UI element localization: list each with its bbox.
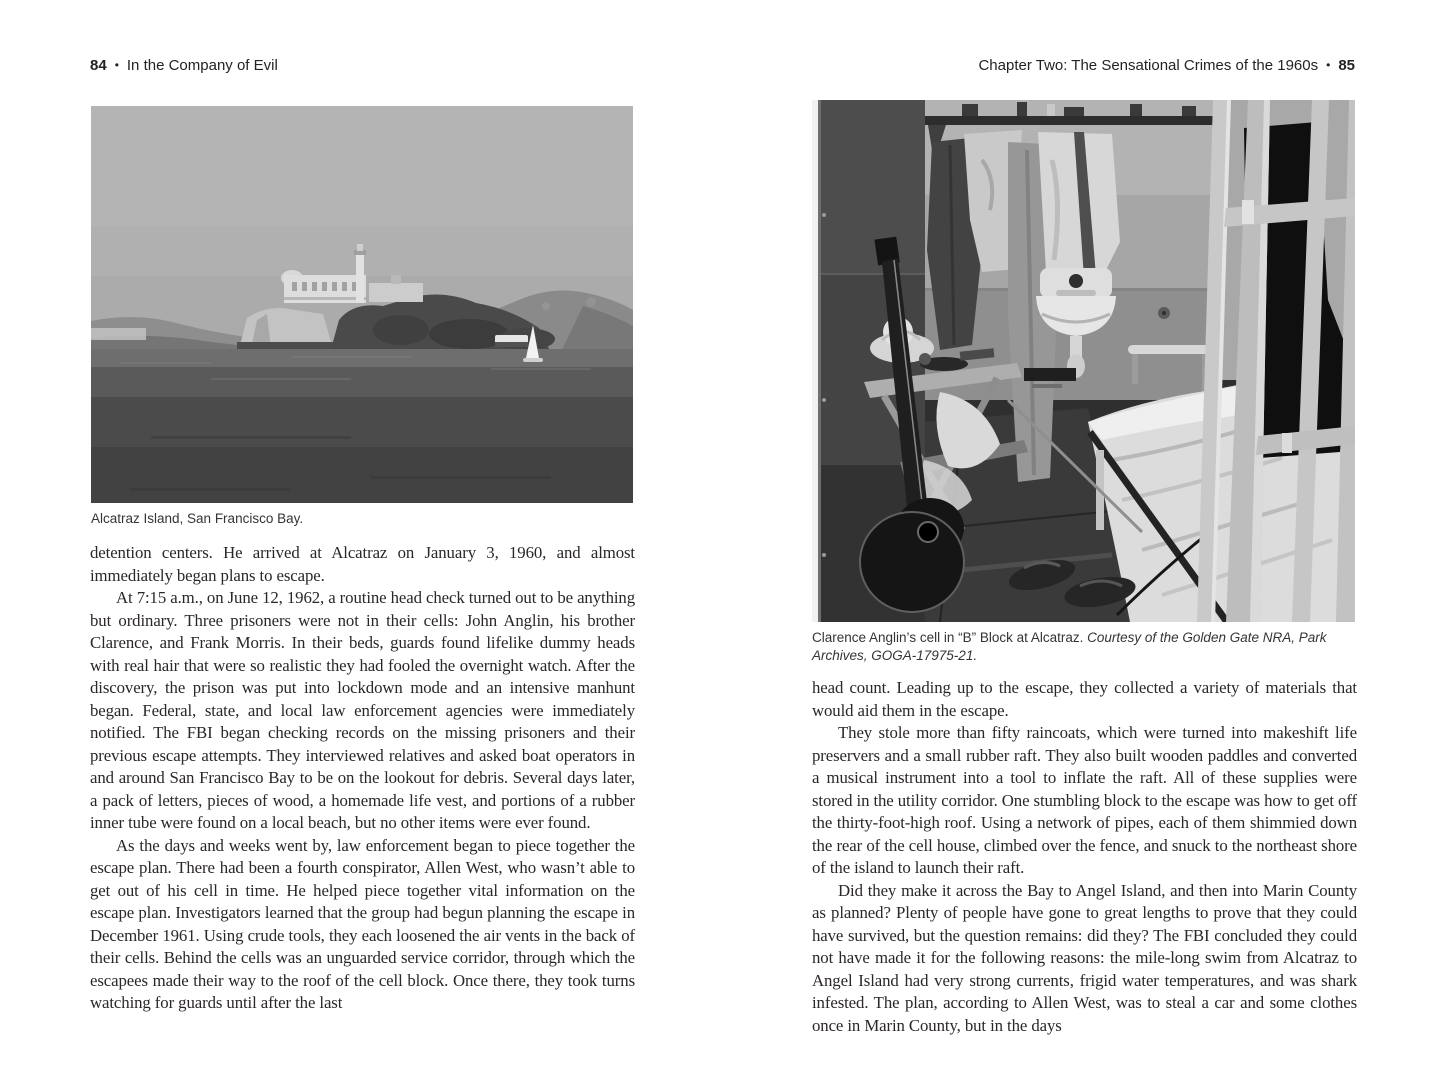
caption-credit: Courtesy of the Golden Gate NRA, Park Archives, GOGA-17975-21. [812, 630, 1327, 663]
alcatraz-island-photo [91, 106, 633, 503]
paragraph: Did they make it across the Bay to Angel Island, and then into Marin County as planned? Plenty of people have gone to great lengths to prove that they could have survived, but the question remains: did they? The FBI concluded they could not have made it for the following reasons: the mile-long swim from Alcatraz to Angel Island had very strong currents, frigid water temperatures, and was shark infested. The plan, according to Allen West, was to steal a car and some clothes once in Marin County, but in the days [812, 880, 1357, 1035]
page-number-left: 84 [90, 57, 107, 74]
paragraph: At 7:15 a.m., on June 12, 1962, a routine head check turned out to be anything but ordinary. Three prisoners were not in their cells: John Anglin, his brother Clarence, and Frank Morris. In their beds, guards found lifelike dummy heads with real hair that were so realistic they had fooled the overnight watch. After the discovery, the prison was put into lockdown mode and an intensive manhunt began. Federal, state, and local law enforcement agencies were immediately notified. The FBI began checking records on the missing prisoners and their previous escape attempts. They interviewed relatives and asked boat operators in and around San Francisco Bay to be on the lookout for debris. Several days later, a pack of letters, pieces of wood, a homemade life vest, and portions of a rubber inner tube were found on a local beach, but no other items were ever found. [90, 588, 635, 832]
book-title: In the Company of Evil [126, 57, 278, 74]
paragraph: As the days and weeks went by, law enforcement began to piece together the escape plan. There had been a fourth conspirator, Allen West, who wasn’t able to get out of his cell in time. He helped piece together vital information on the escape plan. Investigators learned that the group had begun planning the escape in December 1961. Using crude tools, they each loosened the air vents in the back of their cells. Behind the cells was an unguarded service corridor, through which the escapees made their way to the roof of the cell block. Once there, they took turns watching for guards until after the last [90, 835, 635, 1012]
running-head-left [90, 57, 278, 74]
figure-caption-right [812, 629, 1355, 665]
cell-block-photo [812, 100, 1355, 622]
page-number-right: 85 [1338, 57, 1355, 74]
left-text-column [90, 542, 635, 1015]
separator-bullet: • [1326, 58, 1331, 72]
running-head-right [978, 57, 1355, 74]
caption-text: Clarence Anglin’s cell in “B” Block at Alcatraz. [812, 630, 1088, 645]
separator-bullet: • [114, 58, 119, 72]
right-text-column [812, 677, 1357, 1037]
paragraph: They stole more than fifty raincoats, which were turned into makeshift life preservers and a small rubber raft. They also built wooden paddles and converted a musical instrument into a tool to inflate the raft. All of these supplies were stored in the utility corridor. One stumbling block to the escape was how to get off the thirty-foot-high roof. Using a network of pipes, each of them shimmied down the rear of the cell house, climbed over the fence, and snuck to the northeast shore of the island to launch their raft. [812, 723, 1357, 877]
chapter-title: Chapter Two: The Sensational Crimes of the 1960s [978, 57, 1319, 74]
paragraph: detention centers. He arrived at Alcatraz on January 3, 1960, and almost immediately began plans to escape. [90, 543, 635, 585]
paragraph: head count. Leading up to the escape, they collected a variety of materials that would aid them in the escape. [812, 678, 1357, 720]
figure-caption-left: Alcatraz Island, San Francisco Bay. [91, 511, 304, 526]
figure-cell-block [812, 100, 1355, 665]
figure-alcatraz-island [91, 106, 633, 528]
